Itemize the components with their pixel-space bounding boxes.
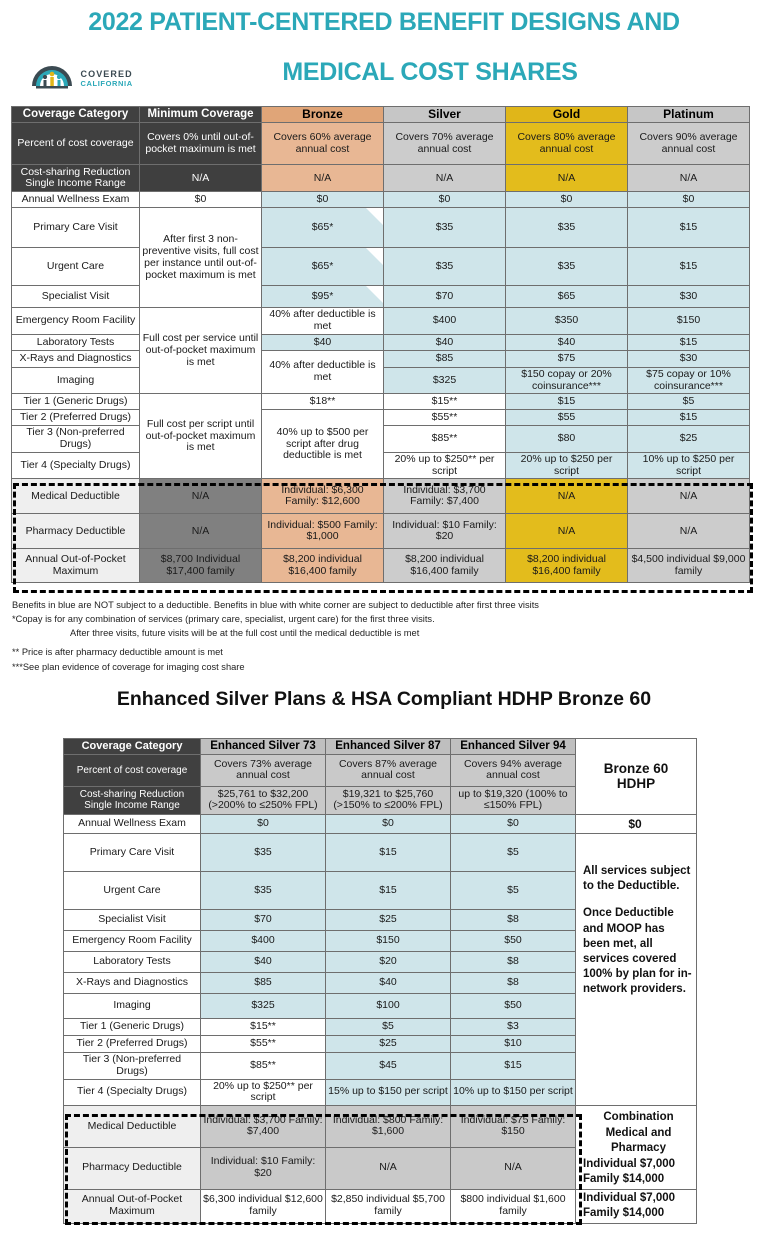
bronze60-moop — [576, 1189, 697, 1223]
bronze60-note-2: Once Deductible and MOOP has been met, all services covered 100% by plan for in-network providers. — [583, 907, 692, 996]
cell-es87: Covers 87% average annual cost — [326, 754, 451, 786]
row-label: Annual Out-of-Pocket Maximum — [12, 549, 140, 583]
row-label: Specialist Visit — [64, 910, 201, 931]
deductible-row — [12, 514, 750, 549]
cell-gold: $40 — [506, 334, 628, 350]
cell-bronze: $18** — [262, 394, 384, 410]
cell-gold: N/A — [506, 514, 628, 549]
deductible-row — [64, 1189, 697, 1223]
cell-platinum: $15 — [628, 334, 750, 350]
row-label-csr: Cost-sharing Reduction Single Income Range — [64, 786, 201, 814]
col-header-category: Coverage Category — [64, 739, 201, 755]
benefit-table-1-wrapper — [11, 106, 750, 583]
cell-csr-silver: N/A — [384, 165, 506, 192]
svg-text:CALIFORNIA: CALIFORNIA — [80, 79, 133, 88]
deductible-row — [64, 1106, 697, 1148]
cell-platinum: $30 — [628, 286, 750, 308]
cell-es94: $50 — [451, 994, 576, 1019]
cell-es73: $85 — [201, 973, 326, 994]
cell-csr-gold: N/A — [506, 165, 628, 192]
svg-text:COVERED: COVERED — [80, 69, 133, 79]
row-label: Tier 3 (Non-preferred Drugs) — [64, 1053, 201, 1080]
cell-es73: 20% up to $250** per script — [201, 1079, 326, 1106]
cell-es94: N/A — [451, 1147, 576, 1189]
benefit-table-1 — [11, 106, 750, 583]
cell-bronze: 40% after deductible is met — [262, 308, 384, 335]
cell-minimum-script-merged: Full cost per script until out-of-pocket maximum is met — [140, 394, 262, 479]
cell-es87: $150 — [326, 931, 451, 952]
cell-gold: $80 — [506, 426, 628, 453]
row-label: Tier 2 (Preferred Drugs) — [12, 410, 140, 426]
cell-gold: $65 — [506, 286, 628, 308]
cell-es87: $25 — [326, 1036, 451, 1053]
cell-platinum: $15 — [628, 208, 750, 248]
cell-es73: $15** — [201, 1019, 326, 1036]
cell-percent-platinum: Covers 90% average annual cost — [628, 123, 750, 165]
cell-es73: Covers 73% average annual cost — [201, 754, 326, 786]
table-row — [12, 192, 750, 208]
cell-minimum-service-merged: Full cost per service until out-of-pocket maximum is met — [140, 308, 262, 394]
footnote-2: After three visits, future visits will be at the full cost until the medical deductible is met — [70, 628, 420, 639]
cell-es87: $15 — [326, 872, 451, 910]
col-header-es73: Enhanced Silver 73 — [201, 739, 326, 755]
cell-es87: $45 — [326, 1053, 451, 1080]
cell-es87: $100 — [326, 994, 451, 1019]
cell-silver: $85** — [384, 426, 506, 453]
cell-percent-minimum: Covers 0% until out-of-pocket maximum is met — [140, 123, 262, 165]
cell-platinum: $75 copay or 10% coinsurance*** — [628, 367, 750, 394]
cell-bronze: $95* — [262, 286, 384, 308]
cell-silver: $325 — [384, 367, 506, 394]
page-title-line1: 2022 PATIENT-CENTERED BENEFIT DESIGNS AND — [88, 8, 680, 36]
row-label: Imaging — [64, 994, 201, 1019]
cell-platinum: $15 — [628, 248, 750, 286]
cell-es73: $325 — [201, 994, 326, 1019]
row-label: Medical Deductible — [64, 1106, 201, 1148]
cell-silver: $8,200 individual $16,400 family — [384, 549, 506, 583]
bronze60-note-1: All services subject to the Deductible. — [583, 865, 691, 893]
row-label: Annual Out-of-Pocket Maximum — [64, 1189, 201, 1223]
table-row — [64, 834, 697, 872]
cell-minimum: $0 — [140, 192, 262, 208]
cell-silver: $55** — [384, 410, 506, 426]
col-header-gold: Gold — [506, 107, 628, 123]
cell-es73: $55** — [201, 1036, 326, 1053]
deductible-row — [12, 479, 750, 514]
deductible-row — [12, 549, 750, 583]
cell-gold: $55 — [506, 410, 628, 426]
cell-platinum: $150 — [628, 308, 750, 335]
footnote-1: *Copay is for any combination of services (primary care, specialist, urgent care) for the first three visits. — [12, 614, 435, 625]
footnote-3: ** Price is after pharmacy deductible amount is met — [12, 647, 223, 658]
covered-california-logo — [28, 55, 153, 97]
row-label: Emergency Room Facility — [64, 931, 201, 952]
bronze60-wellness: $0 — [576, 814, 697, 833]
cell-es73: $6,300 individual $12,600 family — [201, 1189, 326, 1223]
cell-silver: $85 — [384, 350, 506, 367]
table-row — [12, 334, 750, 350]
row-label: Primary Care Visit — [12, 208, 140, 248]
bronze60-header — [576, 739, 697, 815]
table-row — [12, 286, 750, 308]
bronze60-notes — [576, 834, 697, 1106]
cell-minimum-medical-merged: After first 3 non-preventive visits, full cost per instance until out-of-pocket maximum is met — [140, 208, 262, 308]
col-header-silver: Silver — [384, 107, 506, 123]
table-row — [12, 410, 750, 426]
cell-platinum: N/A — [628, 514, 750, 549]
cell-es94: $8 — [451, 952, 576, 973]
cell-silver: $0 — [384, 192, 506, 208]
col-header-platinum: Platinum — [628, 107, 750, 123]
cell-es87: $25 — [326, 910, 451, 931]
cell-es94: $5 — [451, 834, 576, 872]
col-header-es94: Enhanced Silver 94 — [451, 739, 576, 755]
row-label: Emergency Room Facility — [12, 308, 140, 335]
table-row — [12, 350, 750, 367]
cell-silver: $400 — [384, 308, 506, 335]
cell-platinum: $25 — [628, 426, 750, 453]
col-header-bronze: Bronze — [262, 107, 384, 123]
cell-es94: Covers 94% average annual cost — [451, 754, 576, 786]
cell-es94: up to $19,320 (100% to ≤150% FPL) — [451, 786, 576, 814]
row-label: Laboratory Tests — [12, 334, 140, 350]
cell-bronze-drug-merged: 40% up to $500 per script after drug deductible is met — [262, 410, 384, 479]
table-row — [12, 394, 750, 410]
row-label: Annual Wellness Exam — [64, 814, 201, 833]
bronze60-deductible-title: Combination Medical and Pharmacy — [603, 1111, 674, 1155]
cell-es94: Individual: $75 Family: $150 — [451, 1106, 576, 1148]
cell-es87: $19,321 to $25,760 (>150% to ≤200% FPL) — [326, 786, 451, 814]
cell-es87: $5 — [326, 1019, 451, 1036]
csr-income-row — [12, 165, 750, 192]
page-title-line2: MEDICAL COST SHARES — [282, 58, 578, 86]
cell-silver: $35 — [384, 248, 506, 286]
cell-silver: Individual: $3,700 Family: $7,400 — [384, 479, 506, 514]
cell-es87: $2,850 individual $5,700 family — [326, 1189, 451, 1223]
row-label: Tier 4 (Specialty Drugs) — [12, 452, 140, 479]
cell-es87: $40 — [326, 973, 451, 994]
cell-bronze: $65* — [262, 208, 384, 248]
cell-es87: Individual: $800 Family: $1,600 — [326, 1106, 451, 1148]
table-row — [12, 308, 750, 335]
row-label: Tier 2 (Preferred Drugs) — [64, 1036, 201, 1053]
row-label: Tier 1 (Generic Drugs) — [64, 1019, 201, 1036]
cell-es94: $50 — [451, 931, 576, 952]
cell-es94: 10% up to $150 per script — [451, 1079, 576, 1106]
cell-es94: $800 individual $1,600 family — [451, 1189, 576, 1223]
row-label: Pharmacy Deductible — [64, 1147, 201, 1189]
table-header-row — [12, 107, 750, 123]
cell-es73: $35 — [201, 834, 326, 872]
bronze60-moop-family: Family $14,000 — [583, 1207, 665, 1220]
row-label: Urgent Care — [12, 248, 140, 286]
cell-platinum: $4,500 individual $9,000 family — [628, 549, 750, 583]
cell-gold: $350 — [506, 308, 628, 335]
cell-es94: $15 — [451, 1053, 576, 1080]
cell-silver: $15** — [384, 394, 506, 410]
cell-gold: $35 — [506, 208, 628, 248]
col-header-es87: Enhanced Silver 87 — [326, 739, 451, 755]
cell-bronze: $0 — [262, 192, 384, 208]
col-header-minimum: Minimum Coverage — [140, 107, 262, 123]
cell-percent-bronze: Covers 60% average annual cost — [262, 123, 384, 165]
cell-gold: $150 copay or 20% coinsurance*** — [506, 367, 628, 394]
cell-bronze: Individual: $500 Family: $1,000 — [262, 514, 384, 549]
cell-gold: $15 — [506, 394, 628, 410]
row-label: Tier 3 (Non-preferred Drugs) — [12, 426, 140, 453]
row-label: Tier 1 (Generic Drugs) — [12, 394, 140, 410]
row-label: X-Rays and Diagnostics — [12, 350, 140, 367]
cell-es87: N/A — [326, 1147, 451, 1189]
cell-bronze: $40 — [262, 334, 384, 350]
row-label: Pharmacy Deductible — [12, 514, 140, 549]
row-label: Specialist Visit — [12, 286, 140, 308]
cell-gold: $75 — [506, 350, 628, 367]
cell-es87: $15 — [326, 834, 451, 872]
row-label-percent: Percent of cost coverage — [64, 754, 201, 786]
row-label-csr: Cost-sharing Reduction Single Income Range — [12, 165, 140, 192]
bronze60-title-line2: HDHP — [616, 776, 656, 792]
row-label: X-Rays and Diagnostics — [64, 973, 201, 994]
cell-minimum: $8,700 Individual $17,400 family — [140, 549, 262, 583]
cell-platinum: $0 — [628, 192, 750, 208]
cell-es73: $85** — [201, 1053, 326, 1080]
benefit-table-2 — [63, 738, 697, 1224]
cell-es73: Individual: $3,700 Family: $7,400 — [201, 1106, 326, 1148]
percent-coverage-row — [12, 123, 750, 165]
cell-es73: $40 — [201, 952, 326, 973]
footnote-0: Benefits in blue are NOT subject to a deductible. Benefits in blue with white corner are subject to deductible after first three visits — [12, 600, 539, 610]
cell-percent-silver: Covers 70% average annual cost — [384, 123, 506, 165]
cell-silver: $35 — [384, 208, 506, 248]
row-label: Imaging — [12, 367, 140, 394]
cell-gold: 20% up to $250 per script — [506, 452, 628, 479]
row-label: Laboratory Tests — [64, 952, 201, 973]
cell-bronze: Individual: $6,300 Family: $12,600 — [262, 479, 384, 514]
page-header — [0, 0, 768, 103]
table-2-title: Enhanced Silver Plans & HSA Compliant HDHP Bronze 60 — [116, 688, 652, 710]
cell-platinum: $15 — [628, 410, 750, 426]
row-label: Primary Care Visit — [64, 834, 201, 872]
cell-platinum: 10% up to $250 per script — [628, 452, 750, 479]
cell-platinum: N/A — [628, 479, 750, 514]
cell-bronze: $65* — [262, 248, 384, 286]
cell-silver: 20% up to $250** per script — [384, 452, 506, 479]
cell-es94: $0 — [451, 814, 576, 833]
cell-gold: $0 — [506, 192, 628, 208]
table-header-row — [64, 739, 697, 755]
cell-es87: $20 — [326, 952, 451, 973]
cell-es94: $8 — [451, 973, 576, 994]
bronze60-deductible — [576, 1106, 697, 1190]
cell-es94: $3 — [451, 1019, 576, 1036]
cell-minimum: N/A — [140, 514, 262, 549]
row-label: Tier 4 (Specialty Drugs) — [64, 1079, 201, 1106]
cell-silver: $70 — [384, 286, 506, 308]
bronze60-deductible-individual: Individual $7,000 — [583, 1157, 676, 1170]
cell-es94: $5 — [451, 872, 576, 910]
cell-bronze: $8,200 individual $16,400 family — [262, 549, 384, 583]
row-label-percent: Percent of cost coverage — [12, 123, 140, 165]
cell-minimum: N/A — [140, 479, 262, 514]
cell-es73: Individual: $10 Family: $20 — [201, 1147, 326, 1189]
cell-silver: $40 — [384, 334, 506, 350]
cell-es87: 15% up to $150 per script — [326, 1079, 451, 1106]
cell-es73: $35 — [201, 872, 326, 910]
footnote-4: ***See plan evidence of coverage for imaging cost share — [12, 661, 245, 672]
bronze60-title-line1: Bronze 60 — [603, 761, 669, 777]
cell-gold: $35 — [506, 248, 628, 286]
cell-bronze-imaging-merged: 40% after deductible is met — [262, 350, 384, 394]
cell-es73: $70 — [201, 910, 326, 931]
bronze60-deductible-family: Family $14,000 — [583, 1173, 665, 1186]
cell-platinum: $30 — [628, 350, 750, 367]
cell-platinum: $5 — [628, 394, 750, 410]
table-row — [12, 208, 750, 248]
cell-csr-bronze: N/A — [262, 165, 384, 192]
cell-silver: Individual: $10 Family: $20 — [384, 514, 506, 549]
benefit-table-2-wrapper — [63, 738, 697, 1224]
table-row — [12, 248, 750, 286]
table-row — [64, 814, 697, 833]
footnotes — [12, 598, 652, 674]
row-label: Urgent Care — [64, 872, 201, 910]
row-label: Annual Wellness Exam — [12, 192, 140, 208]
cell-csr-platinum: N/A — [628, 165, 750, 192]
cell-percent-gold: Covers 80% average annual cost — [506, 123, 628, 165]
cell-es73: $400 — [201, 931, 326, 952]
bronze60-moop-individual: Individual $7,000 — [583, 1191, 676, 1204]
cell-es87: $0 — [326, 814, 451, 833]
cell-gold: $8,200 individual $16,400 family — [506, 549, 628, 583]
cell-es94: $8 — [451, 910, 576, 931]
cell-es73: $25,761 to $32,200 (>200% to ≤250% FPL) — [201, 786, 326, 814]
cell-es73: $0 — [201, 814, 326, 833]
cell-gold: N/A — [506, 479, 628, 514]
row-label: Medical Deductible — [12, 479, 140, 514]
cell-es94: $10 — [451, 1036, 576, 1053]
col-header-category: Coverage Category — [12, 107, 140, 123]
cell-csr-minimum: N/A — [140, 165, 262, 192]
